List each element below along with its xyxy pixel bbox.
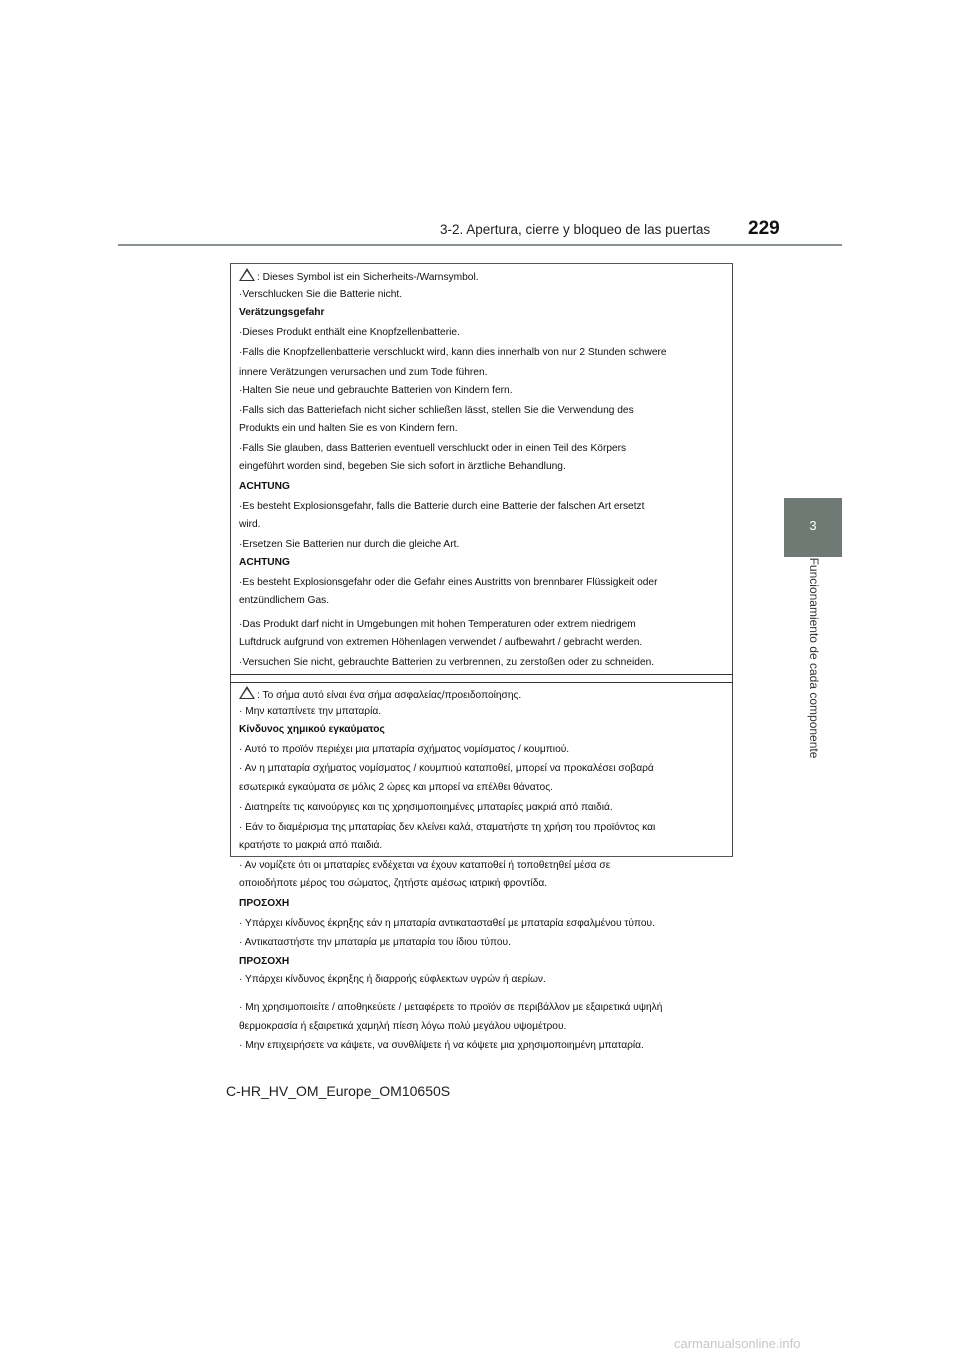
warning-text: Verätzungsgefahr xyxy=(239,307,325,318)
warning-line xyxy=(239,518,261,531)
warning-line xyxy=(239,594,329,607)
warning-heading xyxy=(239,723,385,736)
warning-line xyxy=(239,821,655,834)
warning-line xyxy=(239,500,644,513)
warning-text: ·Falls sich das Batteriefach nicht sicher schließen lässt, stellen Sie die Verwendung des xyxy=(239,405,634,416)
warning-line xyxy=(239,877,547,890)
warning-line xyxy=(239,936,511,949)
warning-heading xyxy=(239,480,290,493)
warning-heading xyxy=(239,306,324,319)
watermark: carmanualsonline.info xyxy=(674,1336,801,1351)
warning-text: ·Halten Sie neue und gebrauchte Batterien von Kindern fern. xyxy=(239,385,513,396)
warning-line xyxy=(239,1039,644,1052)
warning-line xyxy=(239,1020,566,1033)
warning-triangle-icon xyxy=(239,268,255,281)
warning-text: ·Falls Sie glauben, dass Batterien eventuell verschluckt oder in einen Teil des Körpers xyxy=(239,443,627,454)
warning-text: · Μη χρησιμοποιείτε / αποθηκεύετε / μεταφέρετε το προϊόν σε περιβάλλον με εξαιρετικά υψηλή xyxy=(239,1002,663,1013)
warning-text: eingeführt worden sind, begeben Sie sich sofort in ärztliche Behandlung. xyxy=(239,461,566,472)
warning-text: ·Falls die Knopfzellenbatterie verschluckt wird, kann dies innerhalb von nur 2 Stunden schwere xyxy=(239,347,667,358)
section-title: 3-2. Apertura, cierre y bloqueo de las puertas xyxy=(440,222,711,237)
warning-line xyxy=(239,538,459,551)
warning-text: ·Es besteht Explosionsgefahr, falls die Batterie durch eine Batterie der falschen Art ersetzt xyxy=(239,501,645,512)
warning-heading xyxy=(239,955,289,968)
warning-text: ·Verschlucken Sie die Batterie nicht. xyxy=(239,289,403,300)
warning-line xyxy=(239,422,458,435)
chapter-tab[interactable] xyxy=(784,498,842,557)
warning-line xyxy=(239,460,566,473)
german-warning-section xyxy=(230,264,733,675)
warning-text: ·Es besteht Explosionsgefahr oder die Gefahr eines Austritts von brennbarer Flüssigkeit oder xyxy=(239,577,658,588)
warning-text: · Υπάρχει κίνδυνος έκρηξης εάν η μπαταρία αντικατασταθεί με μπαταρία εσφαλμένου τύπου. xyxy=(239,918,655,929)
warning-text: Produkts ein und halten Sie es von Kindern fern. xyxy=(239,423,458,434)
warning-text: ACHTUNG xyxy=(239,481,290,492)
warning-text: θερμοκρασία ή εξαιρετικά χαμηλή πίεση λόγω πολύ μεγάλου υψομέτρου. xyxy=(239,1021,567,1032)
warning-line xyxy=(239,839,382,852)
warning-text: : Dieses Symbol ist ein Sicherheits-/Warnsymbol. xyxy=(257,272,479,283)
warning-line xyxy=(239,705,381,718)
warning-text: · Υπάρχει κίνδυνος έκρηξης ή διαρροής εύφλεκτων υγρών ή αερίων. xyxy=(239,974,546,985)
warning-line xyxy=(239,859,610,872)
warning-line xyxy=(239,801,613,814)
warning-line xyxy=(239,268,479,284)
greek-warning-section xyxy=(230,682,733,1051)
warning-line xyxy=(239,762,654,775)
warning-line xyxy=(239,326,460,339)
warning-line xyxy=(239,366,487,379)
warning-line xyxy=(239,442,626,455)
warning-text: ·Das Produkt darf nicht in Umgebungen mit hohen Temperaturen oder extrem niedrigem xyxy=(239,619,636,630)
header-divider xyxy=(118,244,842,246)
warning-text: ·Ersetzen Sie Batterien nur durch die gleiche Art. xyxy=(239,539,460,550)
warning-text: · Εάν το διαμέρισμα της μπαταρίας δεν κλείνει καλά, σταματήστε τη χρήση του προϊόντος και xyxy=(239,822,656,833)
warning-text: · Αντικαταστήστε την μπαταρία με μπαταρία του ίδιου τύπου. xyxy=(239,937,511,948)
warning-text: Κίνδυνος χημικού εγκαύματος xyxy=(239,724,385,735)
warning-text: οποιοδήποτε μέρος του σώματος, ζητήστε αμέσως ιατρική φροντίδα. xyxy=(239,878,548,889)
warning-line xyxy=(239,973,546,986)
warning-triangle-icon xyxy=(239,686,255,699)
warning-text: wird. xyxy=(239,519,261,530)
chapter-label: Funcionamiento de cada componente xyxy=(807,557,821,759)
warning-line xyxy=(239,346,667,359)
warning-text: · Μην καταπίνετε την μπαταρία. xyxy=(239,706,382,717)
warning-text: · Αν νομίζετε ότι οι μπαταρίες ενδέχεται να έχουν καταποθεί ή τοποθετηθεί μέσα σε xyxy=(239,860,611,871)
warning-line xyxy=(239,917,655,930)
warning-text: · Αυτό το προϊόν περιέχει μια μπαταρία σχήματος νομίσματος / κουμπιού. xyxy=(239,744,570,755)
warning-heading xyxy=(239,897,289,910)
chapter-number: 3 xyxy=(809,518,817,533)
warning-line xyxy=(239,618,636,631)
warning-text: · Διατηρείτε τις καινούργιες και τις χρησιμοποιημένες μπαταρίες μακριά από παιδιά. xyxy=(239,802,613,813)
warning-line xyxy=(239,576,657,589)
warning-line xyxy=(239,781,553,794)
warning-line xyxy=(239,404,634,417)
warning-text: innere Verätzungen verursachen und zum Tode führen. xyxy=(239,367,488,378)
warning-text: ·Versuchen Sie nicht, gebrauchte Batterien zu verbrennen, zu zerstoßen oder zu schneiden. xyxy=(239,657,655,668)
warning-text: εσωτερικά εγκαύματα σε μόλις 2 ώρες και μπορεί να επέλθει θάνατος. xyxy=(239,782,553,793)
page-number: 229 xyxy=(748,218,780,239)
warning-line xyxy=(239,743,569,756)
warning-text: ΠΡΟΣΟΧΗ xyxy=(239,898,290,909)
warning-text: · Μην επιχειρήσετε να κάψετε, να συνθλίψετε ή να κόψετε μια χρησιμοποιημένη μπαταρία. xyxy=(239,1040,644,1051)
warning-text: ·Dieses Produkt enthält eine Knopfzellenbatterie. xyxy=(239,327,460,338)
warning-text: · Αν η μπαταρία σχήματος νομίσματος / κουμπιού καταποθεί, μπορεί να προκαλέσει σοβαρά xyxy=(239,763,654,774)
warning-text: ΠΡΟΣΟΧΗ xyxy=(239,956,290,967)
warning-text: Luftdruck aufgrund von extremen Höhenlagen verwendet / aufbewahrt / gebracht werden. xyxy=(239,637,643,648)
document-code: C-HR_HV_OM_Europe_OM10650S xyxy=(226,1083,451,1099)
scanned-warning-label xyxy=(230,263,733,1051)
warning-line xyxy=(239,1001,662,1014)
warning-line xyxy=(239,384,513,397)
warning-line xyxy=(239,686,521,702)
warning-heading xyxy=(239,556,290,569)
warning-text: ACHTUNG xyxy=(239,557,290,568)
warning-line xyxy=(239,288,402,301)
warning-line xyxy=(239,656,654,669)
warning-line xyxy=(239,636,642,649)
warning-text: : Το σήμα αυτό είναι ένα σήμα ασφαλείας/προειδοποίησης. xyxy=(257,690,522,701)
warning-text: κρατήστε το μακριά από παιδιά. xyxy=(239,840,383,851)
warning-text: entzündlichem Gas. xyxy=(239,595,330,606)
